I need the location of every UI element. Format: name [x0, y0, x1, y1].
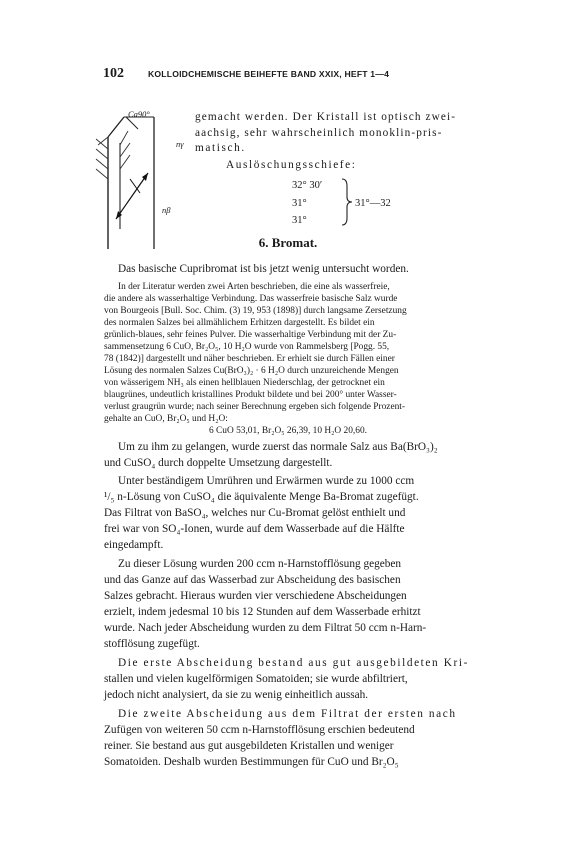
body-line: frei war von SO₄-Ionen, wurde auf dem Wasserbade auf die Hälfte: [104, 523, 405, 535]
small-print-line: In der Literatur werden zwei Arten beschrieben, die eine als wasserfreie,: [118, 282, 390, 292]
n-gamma-label: nγ: [176, 139, 184, 149]
extinction-range: 31°—32: [355, 198, 391, 209]
angle-label: Ca90°: [128, 109, 150, 119]
small-print-line: 78 (1842)] dargestellt und näher beschrieben. Er erhielt sie durch Fällen einer: [104, 354, 395, 364]
body-line: jedoch nicht analysiert, da sie zu wenig einheitlich aussah.: [104, 689, 369, 701]
body-line: Das Filtrat von BaSO₄, welches nur Cu-Bromat gelöst enthielt und: [104, 507, 406, 519]
small-print-line: die andere als wasserhaltige Verbindung. Das wasserfreie basische Salz wurde: [104, 294, 398, 304]
extinction-value: 32° 30′: [292, 180, 323, 191]
running-title: KOLLOIDCHEMISCHE BEIHEFTE BAND XXIX, HEFT 1—4: [148, 69, 390, 79]
body-line: erzielt, indem jedesmal 10 bis 12 Stunden auf dem Wasserbade erhitzt: [104, 606, 421, 618]
body-line: und CuSO₄ durch doppelte Umsetzung dargestellt.: [104, 457, 333, 469]
body-line: Die erste Abscheidung bestand aus gut ausgebildeten Kri-: [118, 657, 469, 669]
extinction-value: 31°: [292, 215, 307, 226]
n-beta-label: nβ: [162, 205, 171, 215]
paragraph-line: Das basische Cupribromat ist bis jetzt wenig untersucht worden.: [118, 263, 409, 275]
extinction-label: Auslöschungsschiefe:: [226, 159, 357, 171]
crystal-figure: [92, 109, 200, 249]
small-print-line: sammensetzung 6 CuO, Br₂O₅, 10 H₂O wurde von Rammelsberg [Pogg. 55,: [104, 342, 390, 352]
extinction-brace: [340, 178, 354, 226]
intro-line: gemacht werden. Der Kristall ist optisch zwei-: [195, 111, 457, 123]
body-line: Somatoiden. Deshalb wurden Bestimmungen für CuO und Br₂O₅: [104, 756, 399, 768]
body-line: wurde. Nach jeder Abscheidung wurden zu dem Filtrat 50 ccm n-Harn-: [104, 622, 427, 634]
body-line: eingedampft.: [104, 539, 164, 551]
body-line: stallen und vielen kugelförmigen Somatoiden; sie wurde abfiltriert,: [104, 673, 408, 685]
small-print-line: von wässerigem NH₃ als einen hellblauen Niederschlag, der getrocknet ein: [104, 378, 385, 388]
body-line: Um zu ihm zu gelangen, wurde zuerst das normale Salz aus Ba(BrO₃)₂: [118, 441, 438, 453]
intro-line: aachsig, sehr wahrscheinlich monoklin-pris-: [195, 127, 443, 139]
small-print-line: verlust graugrün wurde; nach seiner Berechnung ergeben sich folgende Prozent-: [104, 402, 406, 412]
body-line: Die zweite Abscheidung aus dem Filtrat der ersten nach: [118, 708, 457, 720]
body-line: Unter beständigem Umrühren und Erwärmen wurde zu 1000 ccm: [118, 475, 415, 487]
section-heading: 6. Bromat.: [258, 235, 318, 250]
page-number: 102: [103, 66, 124, 81]
body-line: reiner. Sie bestand aus gut ausgebildeten Kristallen und weniger: [104, 740, 394, 752]
body-line: stofflösung zugefügt.: [104, 638, 200, 650]
crystal-diagram: [92, 109, 200, 249]
intro-line: matisch.: [195, 142, 246, 154]
body-line: und das Ganze auf das Wasserbad zur Abscheidung des basischen: [104, 574, 401, 586]
body-line: ¹/₅ n-Lösung von CuSO₄ die äquivalente Menge Ba-Bromat zugefügt.: [104, 491, 419, 503]
body-line: Zufügen von weiteren 50 ccm n-Harnstofflösung erschien bedeutend: [104, 724, 415, 736]
small-print-line: des normalen Salzes bei allmählichem Erhitzen dargestellt. Es bildet ein: [104, 318, 375, 328]
page-header: [103, 66, 475, 82]
small-print-line: Lösung des normalen Salzes Cu(BrO₃)₂ · 6 H₂O durch unzureichende Mengen: [104, 366, 399, 376]
small-print-line: blaugrünes, undeutlich kristallines Produkt bildete und bei 200° unter Wasser-: [104, 390, 397, 400]
small-print-line: grünlich-blaues, sehr feines Pulver. Die wasserhaltige Verbindung mit der Zu-: [104, 330, 397, 340]
body-line: Zu dieser Lösung wurden 200 ccm n-Harnstofflösung gegeben: [118, 558, 402, 570]
extinction-value: 31°: [292, 198, 307, 209]
composition-line: 6 CuO 53,01, Br₂O₅ 26,39, 10 H₂O 20,60.: [209, 426, 367, 436]
small-print-line: gehalte an CuO, Br₂O₅ und H₂O:: [104, 414, 228, 424]
small-print-line: von Bourgeois [Bull. Soc. Chim. (3) 19, 953 (1898)] durch langsame Zersetzung: [104, 306, 407, 316]
body-line: Salzes gebracht. Hieraus wurden vier verschiedene Abscheidungen: [104, 590, 407, 602]
